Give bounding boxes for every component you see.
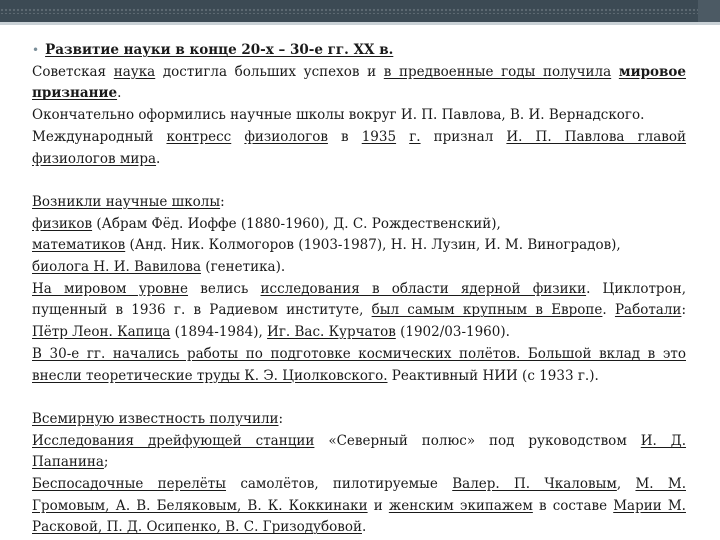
bullet-icon: • [32, 43, 40, 57]
paragraph-congress-cont: физиологов мира. [32, 150, 161, 167]
top-bar-accent [698, 0, 720, 22]
slide-heading: • Развитие науки в конце 20-х – 30-е гг. XX в. [32, 42, 394, 58]
space-research: В 30-е гг. начались работы по подготовке космических полётов. Большой вклад в это [32, 345, 686, 362]
schools-math: математиков (Анд. Ник. Колмогоров (1903-1987), Н. Н. Лузин, И. М. Виноградов), [32, 237, 621, 254]
schools-physics: физиков (Абрам Фёд. Иоффе (1880-1960), Д. С. Рождественский), [32, 215, 501, 232]
nonstop-flights: Беспосадочные перелёты самолётов, пилотируемые Валер. П. Чкаловым, М. М. [32, 476, 686, 493]
physicists-names: Пётр Леон. Капица (1894-1984), Иг. Вас. Курчатов (1902/03-1960). [32, 324, 510, 341]
north-pole-station: Исследования дрейфующей станции «Северный полюс» под руководством И. Д. [32, 432, 687, 449]
top-bar-texture [0, 8, 720, 14]
paragraph-science-achievements: Советская наука достигла больших успехов и в предвоенные годы получила мировое [32, 63, 687, 80]
cyclotron-line: пущенный в 1936 г. в Радиевом институте, был самым крупным в Европе. Работали: [32, 302, 686, 319]
nonstop-flights-cont: Громовым, А. В. Беляковым, В. К. Коккинаки и женским экипажем в составе Марии М. [32, 497, 686, 514]
top-bar-divider [0, 22, 720, 25]
nuclear-research: На мировом уровне велись исследования в области ядерной физики. Циклотрон, [32, 280, 686, 297]
fame-title: Всемирную известность получили: [32, 410, 284, 427]
female-crew-names: Расковой, П. Д. Осипенко, В. С. Гризодубовой. [32, 519, 367, 536]
paragraph-congress: Международный контресс физиологов в 1935 г. признал И. П. Павлова главой [32, 128, 687, 145]
top-decorative-bar [0, 0, 720, 22]
paragraph-science-achievements-cont: признание. [32, 85, 122, 102]
paragraph-scientific-schools: Окончательно оформились научные школы вокруг И. П. Павлова, В. И. Вернадского. [32, 107, 645, 124]
schools-biology: биолога Н. И. Вавилова (генетика). [32, 259, 286, 276]
slide-body [32, 40, 686, 539]
schools-title: Возникли научные школы: [32, 193, 225, 210]
space-research-cont: внесли теоретические труды К. Э. Циолковского. Реактивный НИИ (с 1933 г.). [32, 367, 599, 384]
north-pole-station-cont: Папанина; [32, 454, 109, 471]
